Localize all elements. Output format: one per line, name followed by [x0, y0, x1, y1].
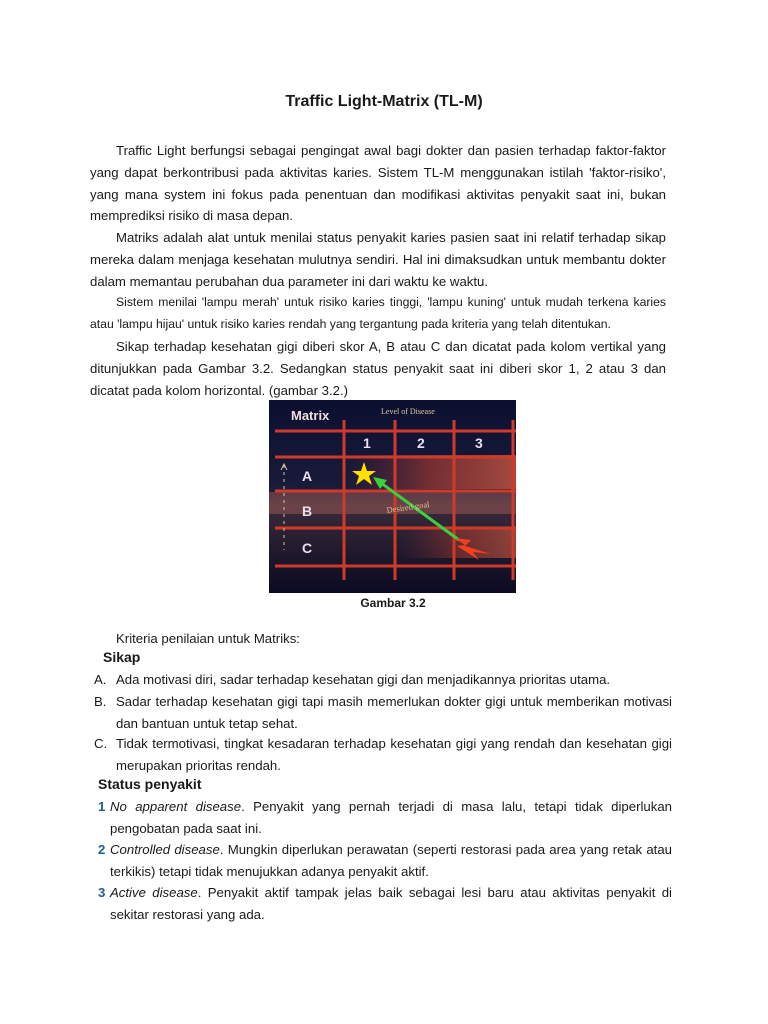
paragraph-sikap-skor: Sikap terhadap kesehatan gigi diberi skor A, B atau C dan dicatat pada kolom vertikal yang ditunjukkan pada Gambar 3.2. Sedangkan status penyakit saat ini diberi skor 1, 2 atau 3 dan dicatat pada kolom horizontal. (gambar 3.2.) [90, 339, 666, 398]
list-marker: C. [94, 736, 108, 751]
paragraph-matriks: Matriks adalah alat untuk menilai status penyakit karies pasien saat ini relatif terhadap sikap mereka dalam menjaga kesehatan mulutnya sendiri. Hal ini dimaksudkan untuk membantu dokter dalam memantau perubahan dua parameter ini dari waktu ke waktu. [90, 230, 666, 289]
matrix-col-2: 2 [417, 435, 425, 451]
list-text: Tidak termotivasi, tingkat kesadaran terhadap kesehatan gigi yang rendah dan kesehatan gigi merupakan prioritas rendah. [116, 736, 672, 773]
matrix-level-label: Level of Disease [381, 407, 435, 416]
matrix-figure [269, 400, 516, 593]
page-title: Traffic Light-Matrix (TL-M) [285, 93, 483, 110]
list-text [110, 796, 672, 839]
status-desc: . Penyakit aktif tampak jelas baik sebagai lesi baru atau aktivitas penyakit di sekitar restorasi yang ada. [110, 885, 672, 922]
status-item-1 [94, 796, 672, 839]
list-text [110, 882, 672, 925]
matrix-row-a: A [302, 468, 313, 484]
status-item-2 [94, 839, 672, 882]
sikap-item-a [94, 669, 672, 691]
list-marker: A. [94, 672, 107, 687]
sikap-item-b [94, 691, 672, 734]
desired-goal-label: Desired goal [385, 499, 431, 515]
list-marker: B. [94, 694, 107, 709]
status-item-3 [94, 882, 672, 925]
list-text [110, 839, 672, 882]
paragraph-sistem: Sistem menilai 'lampu merah' untuk risiko karies tinggi, 'lampu kuning' untuk mudah terkena karies atau 'lampu hijau' untuk risiko karies rendah yang tergantung pada kriteria yang telah ditentukan. [90, 295, 666, 331]
status-term: Controlled disease [110, 842, 220, 857]
matrix-col-3: 3 [475, 435, 483, 451]
matrix-col-1: 1 [363, 435, 371, 451]
matrix-title: Matrix [291, 408, 330, 423]
status-desc: . Mungkin diperlukan perawatan (seperti restorasi pada area yang retak atau terkikis) tetapi tidak menujukkan adanya penyakit aktif. [110, 842, 673, 879]
sikap-heading: Sikap [103, 649, 141, 665]
matrix-row-b: B [302, 503, 313, 519]
figure-caption: Gambar 3.2 [360, 596, 426, 610]
list-text: Ada motivasi diri, sadar terhadap kesehatan gigi dan menjadikannya prioritas utama. [116, 672, 611, 687]
paragraph-traffic-light: Traffic Light berfungsi sebagai pengingat awal bagi dokter dan pasien terhadap faktor-faktor yang dapat berkontribusi pada aktivitas karies. Sistem TL-M menggunakan istilah 'faktor-risiko', yang mana system ini fokus pada penentuan dan modifikasi aktivitas penyakit saat ini, bukan memprediksi risiko di masa depan. [90, 143, 666, 224]
sikap-item-c [94, 733, 672, 776]
status-heading: Status penyakit [98, 776, 202, 792]
status-term: No apparent disease [110, 799, 242, 814]
criteria-intro: Kriteria penilaian untuk Matriks: [116, 631, 300, 646]
list-marker: 1 [98, 799, 106, 814]
matrix-row-c: C [302, 540, 313, 556]
list-marker: 3 [98, 885, 106, 900]
status-desc: . Penyakit yang pernah terjadi di masa lalu, tetapi tidak diperlukan pengobatan pada saat ini. [110, 799, 672, 836]
list-marker: 2 [98, 842, 106, 857]
status-term: Active disease [110, 885, 198, 900]
list-text: Sadar terhadap kesehatan gigi tapi masih memerlukan dokter gigi untuk memberikan motivasi dan bantuan untuk tetap sehat. [116, 694, 672, 731]
